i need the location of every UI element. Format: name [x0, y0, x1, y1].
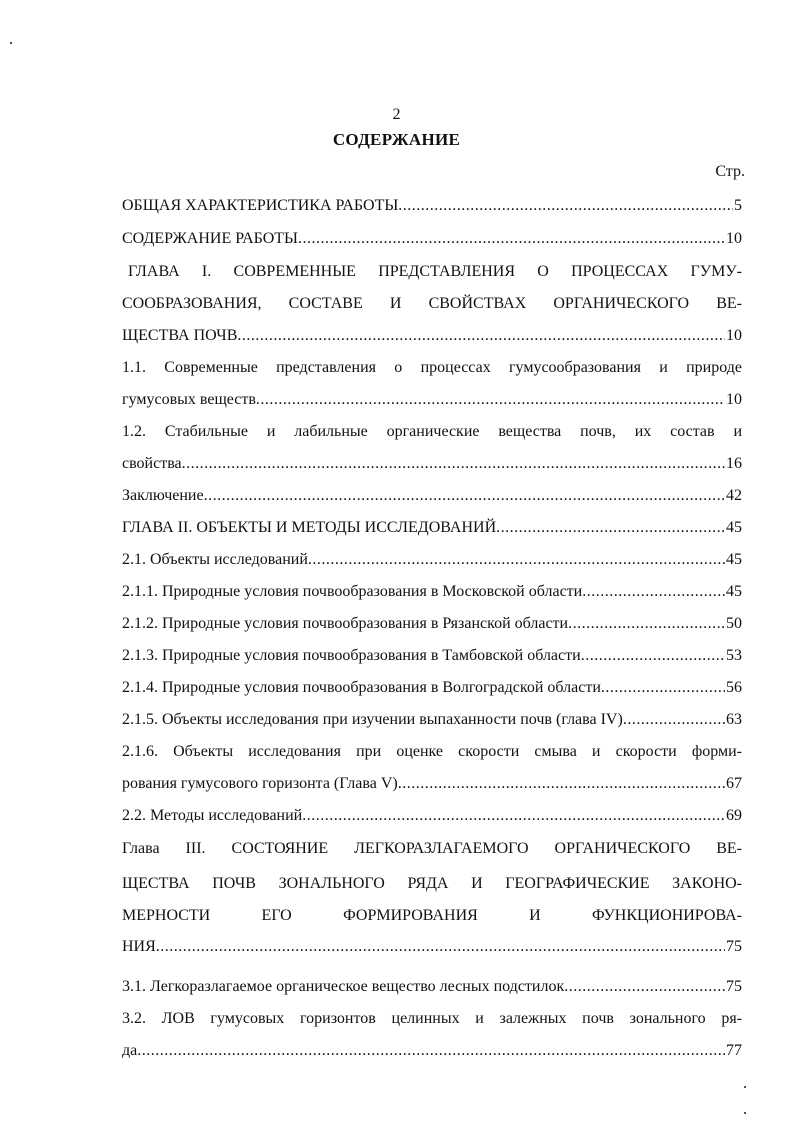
toc-entry-title: Заключение: [122, 487, 204, 504]
toc-entry-title: СОДЕРЖАНИЕ РАБОТЫ: [122, 230, 298, 247]
toc-leader: [308, 550, 725, 570]
toc-entry-chapter-1-last: [122, 326, 742, 346]
toc-entry-work-content: [122, 229, 742, 249]
toc-leader: [298, 229, 725, 249]
toc-page-number: 45: [726, 583, 742, 600]
toc-entry-2-1-3: [122, 646, 742, 666]
toc-entry-title: ЩЕСТВА ПОЧВ: [122, 327, 238, 344]
toc-entry-chapter-3-line3: МЕРНОСТИ ЕГО ФОРМИРОВАНИЯ И ФУНКЦИОНИРОВА-: [122, 907, 742, 924]
toc-page-number: 56: [726, 679, 742, 696]
toc-page-number: 5: [734, 197, 742, 214]
toc-entry-2-1-2: [122, 614, 742, 634]
toc-entry-3-2-last: [122, 1041, 742, 1061]
toc-leader: [601, 678, 725, 698]
toc-entry-2-2: [122, 806, 742, 826]
toc-entry-3-2-line1: 3.2. ЛОВ гумусовых горизонтов целинных и залежных почв зонального ря-: [122, 1010, 742, 1027]
scan-speck: [10, 42, 12, 44]
toc-leader: [302, 806, 725, 826]
toc-leader: [182, 454, 725, 474]
toc-page-number: 16: [726, 455, 742, 472]
toc-page-number: 10: [726, 391, 742, 408]
toc-page-number: 69: [726, 807, 742, 824]
toc-entry-title: свойства: [122, 455, 182, 472]
toc-entry-title: рования гумусового горизонта (Глава V): [122, 775, 398, 792]
toc-page-number: 75: [726, 938, 742, 955]
toc-entry-general-characteristics: [122, 196, 742, 216]
toc-entry-1-2-last: [122, 454, 742, 474]
toc-entry-title: 2.1.1. Природные условия почвообразования в Московской области: [122, 583, 583, 600]
page-title: СОДЕРЖАНИЕ: [332, 130, 461, 149]
toc-page-number: 10: [726, 327, 742, 344]
page-number: 2: [392, 106, 401, 123]
toc-entry-conclusion: [122, 486, 742, 506]
toc-entry-chapter-2: [122, 518, 742, 538]
toc-page-number: 50: [726, 615, 742, 632]
toc-entry-title: НИЯ: [122, 938, 156, 955]
toc-entry-2-1-6-line1: 2.1.6. Объекты исследования при оценке скорости смыва и скорости форми-: [122, 743, 742, 760]
toc-page-number: 63: [726, 711, 742, 728]
toc-entry-chapter-3-last: [122, 937, 742, 957]
toc-entry-title: ОБЩАЯ ХАРАКТЕРИСТИКА РАБОТЫ: [122, 197, 399, 214]
toc-leader: [256, 390, 725, 410]
toc-entry-chapter-3-line2: ЩЕСТВА ПОЧВ ЗОНАЛЬНОГО РЯДА И ГЕОГРАФИЧЕСКИЕ ЗАКОНО-: [122, 875, 742, 892]
toc-entry-1-2-line1: 1.2. Стабильные и лабильные органические вещества почв, их состав и: [122, 423, 742, 440]
toc-page-number: 45: [726, 519, 742, 536]
toc-leader: [204, 486, 725, 506]
toc-entry-chapter-3-line1: Глава III. СОСТОЯНИЕ ЛЕГКОРАЗЛАГАЕМОГО ОРГАНИЧЕСКОГО ВЕ-: [122, 840, 742, 857]
toc-leader: [568, 614, 725, 634]
toc-leader: [398, 774, 725, 794]
toc-entry-title: да: [122, 1042, 138, 1059]
toc-leader: [237, 326, 725, 346]
toc-entry-2-1-1: [122, 582, 742, 602]
toc-page-number: 10: [726, 230, 742, 247]
toc-entry-1-1-last: [122, 390, 742, 410]
scan-speck: [744, 1112, 746, 1114]
toc-leader: [398, 196, 733, 216]
toc-entry-chapter-1-line1: ГЛАВА I. СОВРЕМЕННЫЕ ПРЕДСТАВЛЕНИЯ О ПРОЦЕССАХ ГУМУ-: [128, 263, 742, 280]
toc-entry-title: 2.2. Методы исследований: [122, 807, 303, 824]
toc-entry-chapter-1-line2: СООБРАЗОВАНИЯ, СОСТАВЕ И СВОЙСТВАХ ОРГАНИЧЕСКОГО ВЕ-: [122, 295, 742, 312]
toc-entry-title: 2.1.2. Природные условия почвообразования в Рязанской области: [122, 615, 569, 632]
toc-entry-1-1-line1: 1.1. Современные представления о процессах гумусообразования и природе: [122, 359, 742, 376]
toc-leader: [564, 977, 725, 997]
toc-page-number: 53: [726, 647, 742, 664]
toc-leader: [581, 646, 725, 666]
toc-entry-3-1: [122, 977, 742, 997]
toc-entry-title: 2.1.3. Природные условия почвообразования в Тамбовской области: [122, 647, 581, 664]
toc-entry-title: 2.1. Объекты исследований: [122, 551, 308, 568]
toc-leader: [582, 582, 725, 602]
toc-entry-title: 3.1. Легкоразлагаемое органическое вещество лесных подстилок: [122, 978, 565, 995]
toc-leader: [156, 937, 725, 957]
toc-entry-title: гумусовых веществ: [122, 391, 256, 408]
toc-leader: [137, 1041, 725, 1061]
toc-entry-2-1-4: [122, 678, 742, 698]
toc-entry-title: ГЛАВА II. ОБЪЕКТЫ И МЕТОДЫ ИССЛЕДОВАНИЙ: [122, 519, 497, 536]
page-column-label: Стр.: [715, 163, 745, 180]
toc-page-number: 75: [726, 978, 742, 995]
toc-leader: [496, 518, 725, 538]
toc-page-number: 67: [726, 775, 742, 792]
toc-page-number: 77: [726, 1042, 742, 1059]
toc-page-number: 42: [726, 487, 742, 504]
toc-page-number: 45: [726, 551, 742, 568]
toc-entry-title: 2.1.5. Объекты исследования при изучении выпаханности почв (глава IV): [122, 711, 623, 728]
toc-entry-2-1: [122, 550, 742, 570]
toc-entry-title: 2.1.4. Природные условия почвообразования в Волгоградской области: [122, 679, 601, 696]
toc-leader: [623, 710, 725, 730]
scan-speck: [744, 1086, 746, 1088]
toc-entry-2-1-6-last: [122, 774, 742, 794]
toc-entry-2-1-5: [122, 710, 742, 730]
